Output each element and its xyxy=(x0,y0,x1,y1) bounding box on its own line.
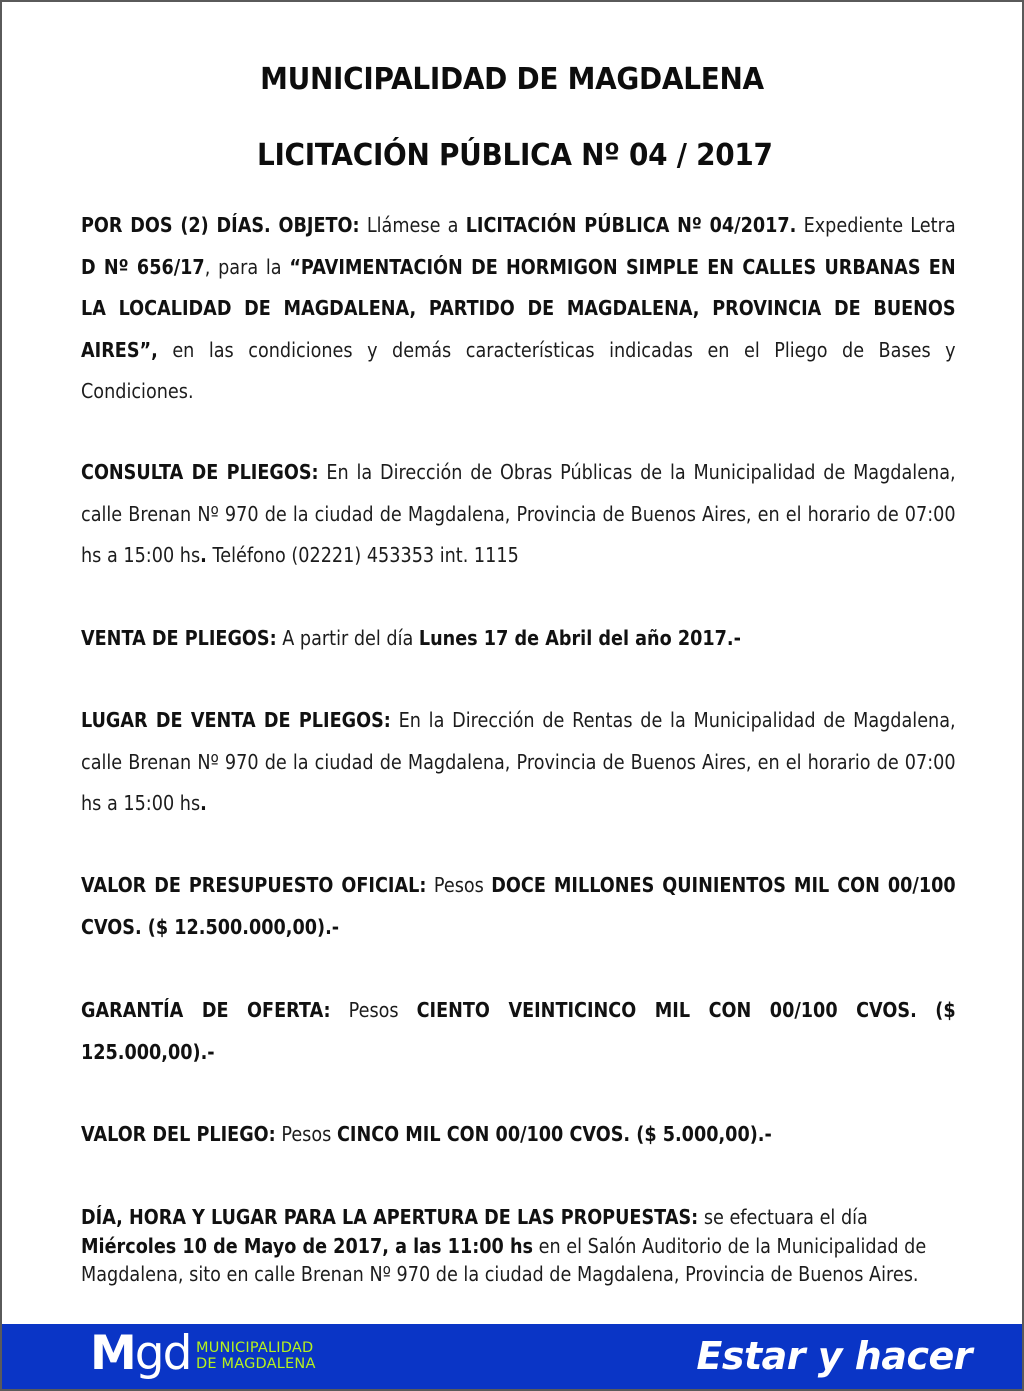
body-text: se efectuara el día xyxy=(698,1205,868,1229)
section-presupuesto-oficial xyxy=(81,865,956,948)
body-text: Pesos xyxy=(426,873,492,897)
body-text: En la Dirección de Obras Públicas de la Municipalidad de Magdalena, calle Brenan Nº 970 de la ciudad de Magdalena, Provincia de Buenos Aires, en el horario de 07:00 hs a 15:00 hs xyxy=(81,460,956,567)
emphasized-text: CINCO MIL CON 00/100 CVOS. ($ 5.000,00).- xyxy=(336,1122,772,1146)
section-consulta-pliegos xyxy=(81,452,956,577)
emphasized-text: . xyxy=(200,543,207,567)
emphasized-text: CONSULTA DE PLIEGOS: xyxy=(81,460,319,484)
logo-line-1: MUNICIPALIDAD xyxy=(196,1340,314,1356)
section-lugar-venta xyxy=(81,700,956,825)
emphasized-text: CIENTO VEINTICINCO MIL CON 00/100 CVOS. ($ 125.000,00).- xyxy=(81,998,956,1064)
emphasized-text: . xyxy=(200,791,207,815)
body-text: en las condiciones y demás características indicadas en el Pliego de Bases y Condiciones. xyxy=(81,337,956,403)
body-text: Pesos xyxy=(275,1122,337,1146)
tender-title: LICITACIÓN PÚBLICA Nº 04 / 2017 xyxy=(256,138,773,173)
body-text: Expediente Letra xyxy=(796,213,956,237)
emphasized-text: POR DOS (2) DÍAS. OBJETO: xyxy=(81,213,360,237)
document-header xyxy=(0,58,1024,178)
emphasized-text: LICITACIÓN PÚBLICA Nº 04/2017. xyxy=(465,213,797,237)
logo-line-2: DE MAGDALENA xyxy=(196,1356,316,1372)
footer-band xyxy=(2,1324,1022,1389)
logo-letter-m: M xyxy=(90,1326,135,1381)
section-valor-pliego xyxy=(81,1114,956,1156)
emphasized-text: “PAVIMENTACIÓN DE HORMIGON SIMPLE EN CALLES URBANAS EN LA LOCALIDAD DE MAGDALENA, PARTIDO DE MAGDALENA, PROVINCIA DE BUENOS AIRES”, xyxy=(81,254,956,362)
logo-wordmark xyxy=(196,1340,316,1372)
body-text: Teléfono (02221) 453353 int. 1115 xyxy=(206,543,519,567)
section-garantia-oferta xyxy=(81,990,956,1073)
emphasized-text: Miércoles 10 de Mayo de 2017, a las 11:00 hs xyxy=(81,1233,533,1258)
mgd-logo-icon xyxy=(90,1326,190,1382)
emphasized-text: DOCE MILLONES QUINIENTOS MIL CON 00/100 CVOS. ($ 12.500.000,00).- xyxy=(81,873,956,939)
section-objeto xyxy=(81,205,956,413)
emphasized-text: VALOR DE PRESUPUESTO OFICIAL: xyxy=(81,873,427,897)
emphasized-text: DÍA, HORA Y LUGAR PARA LA APERTURA DE LAS PROPUESTAS: xyxy=(81,1205,699,1229)
body-text: Pesos xyxy=(330,998,417,1022)
municipality-title: MUNICIPALIDAD DE MAGDALENA xyxy=(260,62,764,97)
emphasized-text: Lunes 17 de Abril del año 2017.- xyxy=(418,626,741,650)
emphasized-text: D Nº 656/17 xyxy=(81,254,205,279)
logo-letters-gd: gd xyxy=(134,1326,191,1381)
body-text: En la Dirección de Rentas de la Municipalidad de Magdalena, calle Brenan Nº 970 de la ciudad de Magdalena, Provincia de Buenos Aires, en el horario de 07:00 hs a 15:00 hs xyxy=(81,708,956,815)
emphasized-text: GARANTÍA DE OFERTA: xyxy=(81,998,331,1022)
body-text: A partir del día xyxy=(276,626,419,650)
emphasized-text: VALOR DEL PLIEGO: xyxy=(81,1122,276,1146)
body-text: en el Salón Auditorio de la Municipalidad de Magdalena, sito en calle Brenan Nº 970 de la ciudad de Magdalena, Provincia de Buenos Aires. xyxy=(81,1233,927,1286)
emphasized-text: VENTA DE PLIEGOS: xyxy=(81,626,277,650)
body-text: Llámese a xyxy=(359,213,466,237)
section-apertura-propuestas xyxy=(81,1203,956,1289)
emphasized-text: LUGAR DE VENTA DE PLIEGOS: xyxy=(81,708,391,732)
body-text: , para la xyxy=(204,254,290,279)
section-venta-pliegos xyxy=(81,618,956,660)
tagline: Estar y hacer xyxy=(696,1334,972,1378)
